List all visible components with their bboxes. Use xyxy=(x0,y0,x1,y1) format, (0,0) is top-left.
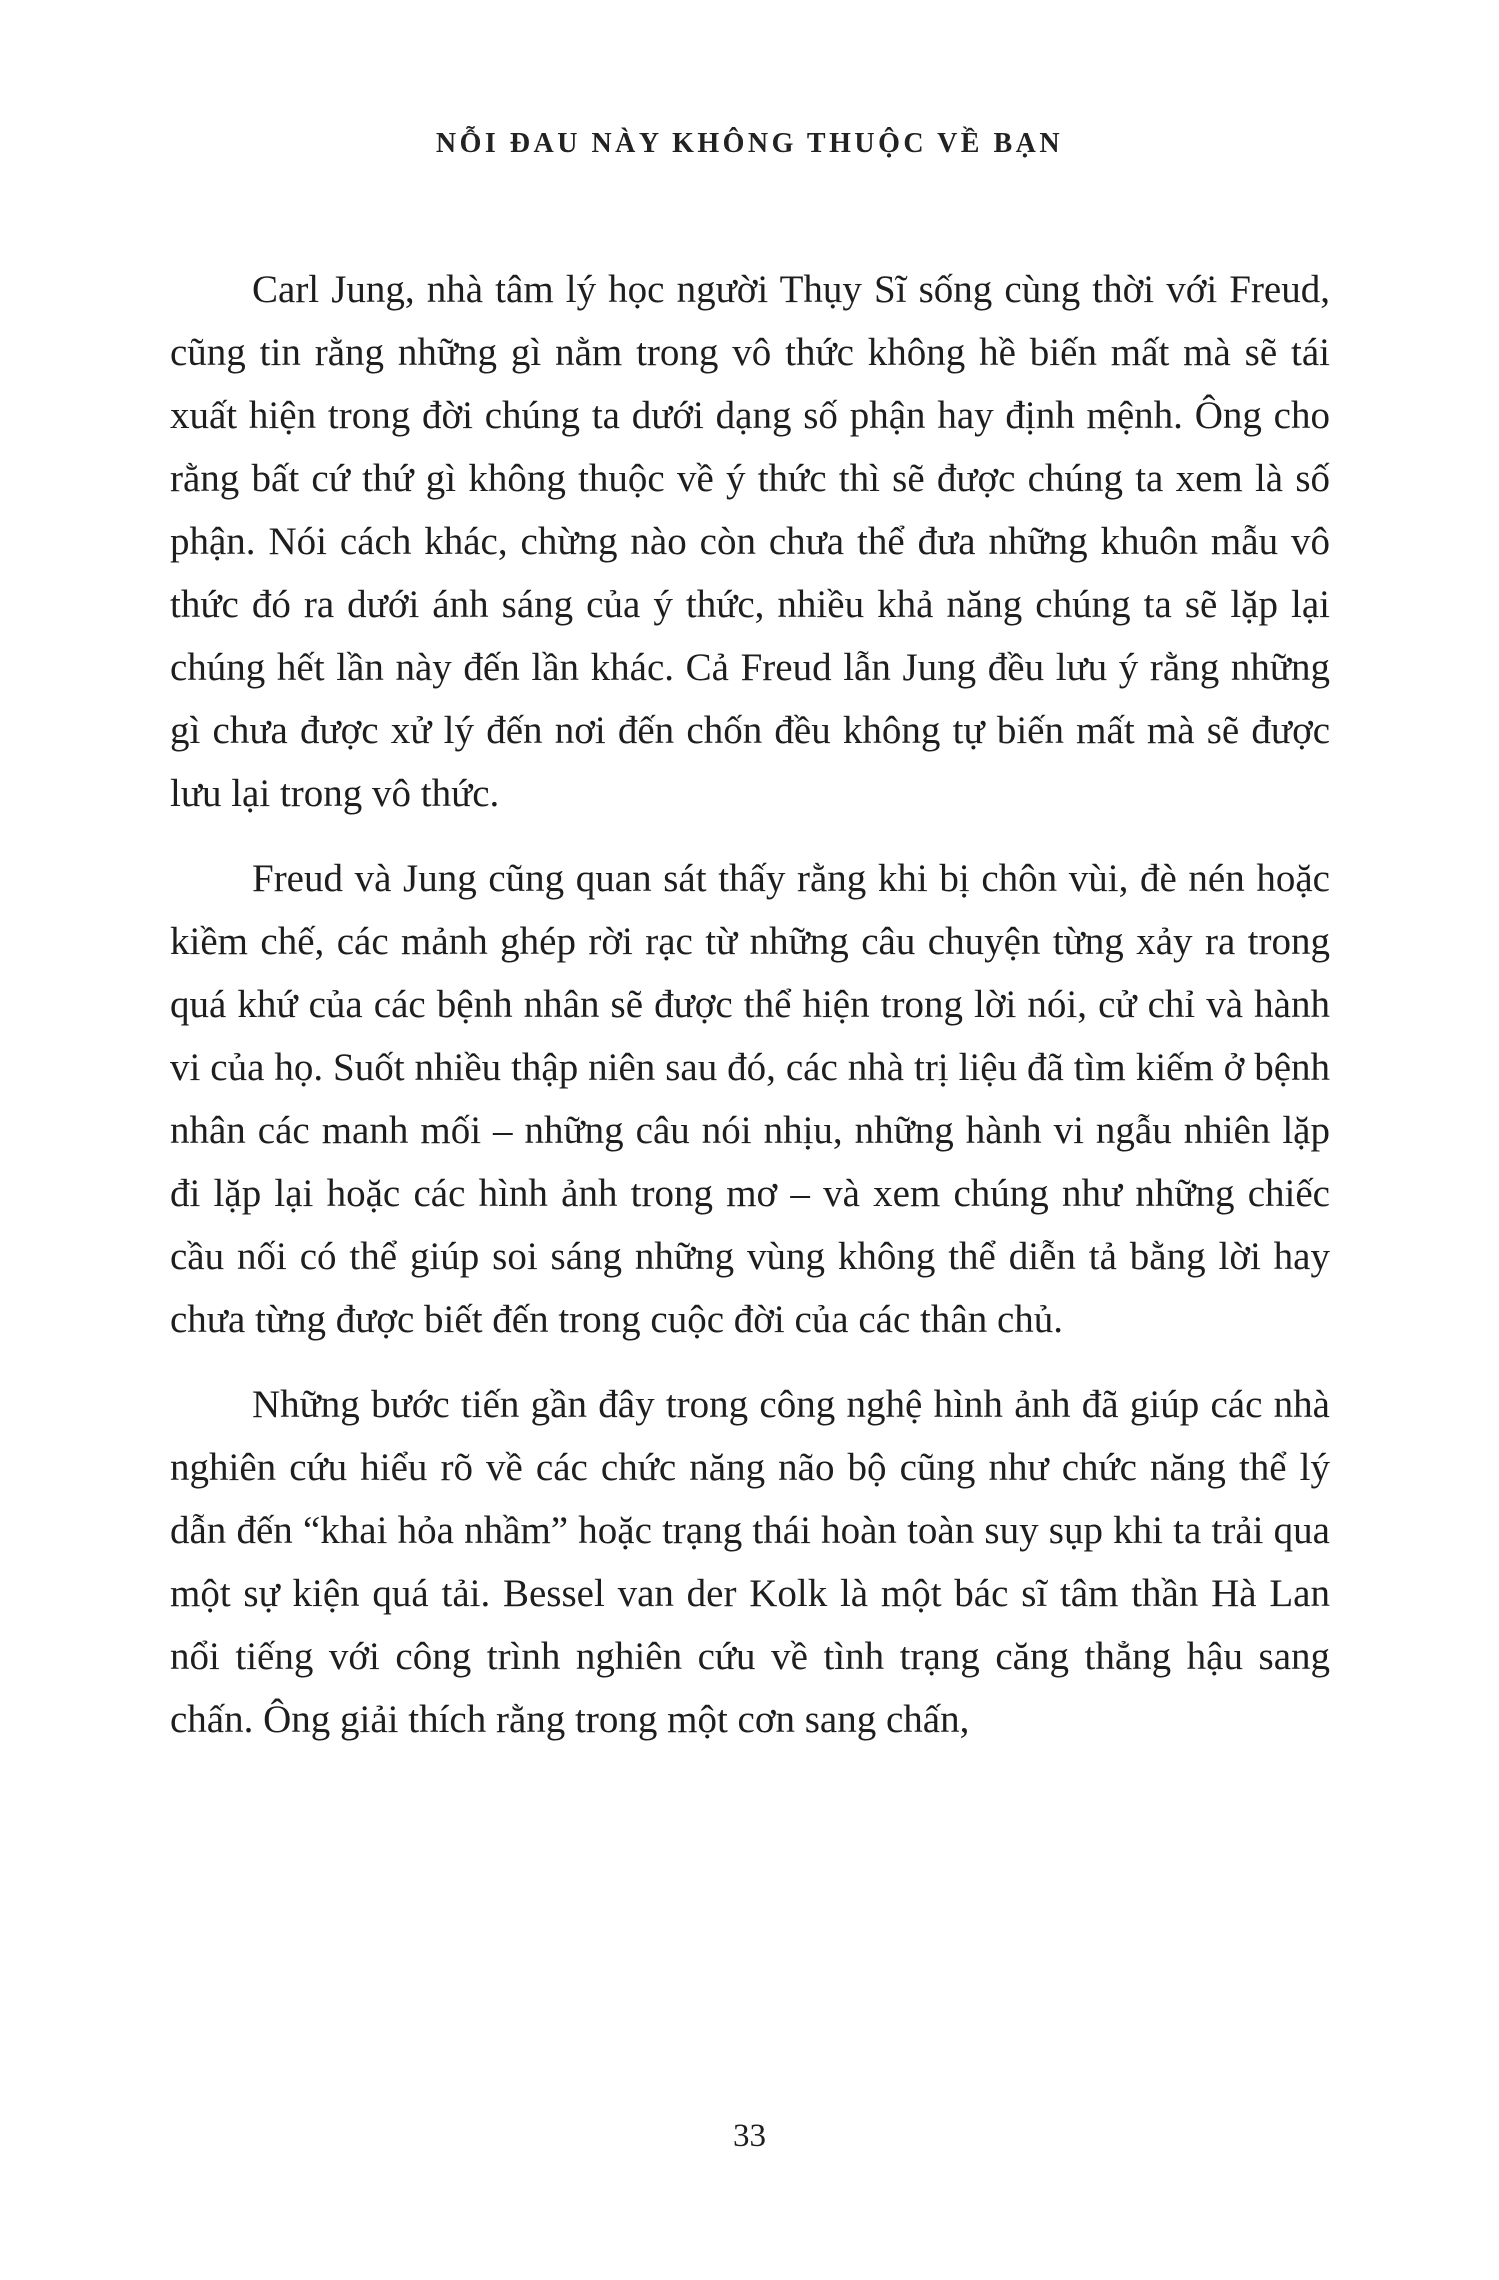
paragraph-2: Freud và Jung cũng quan sát thấy rằng khi bị chôn vùi, đè nén hoặc kiềm chế, các mảnh ghép rời rạc từ những câu chuyện từng xảy ra trong quá khứ của các bệnh nhân sẽ được thể hiện trong lời nói, cử chỉ và hành vi của họ. Suốt nhiều thập niên sau đó, các nhà trị liệu đã tìm kiếm ở bệnh nhân các manh mối – những câu nói nhịu, những hành vi ngẫu nhiên lặp đi lặp lại hoặc các hình ảnh trong mơ – và xem chúng như những chiếc cầu nối có thể giúp soi sáng những vùng không thể diễn tả bằng lời hay chưa từng được biết đến trong cuộc đời của các thân chủ. xyxy=(170,857,1330,1341)
paragraph-1: Carl Jung, nhà tâm lý học người Thụy Sĩ sống cùng thời với Freud, cũng tin rằng những gì nằm trong vô thức không hề biến mất mà sẽ tái xuất hiện trong đời chúng ta dưới dạng số phận hay định mệnh. Ông cho rằng bất cứ thứ gì không thuộc về ý thức thì sẽ được chúng ta xem là số phận. Nói cách khác, chừng nào còn chưa thể đưa những khuôn mẫu vô thức đó ra dưới ánh sáng của ý thức, nhiều khả năng chúng ta sẽ lặp lại chúng hết lần này đến lần khác. Cả Freud lẫn Jung đều lưu ý rằng những gì chưa được xử lý đến nơi đến chốn đều không tự biến mất mà sẽ được lưu lại trong vô thức. xyxy=(170,268,1330,815)
running-header: NỖI ĐAU NÀY KHÔNG THUỘC VỀ BẠN xyxy=(435,128,1064,159)
body-text xyxy=(170,258,1330,1773)
paragraph-3: Những bước tiến gần đây trong công nghệ hình ảnh đã giúp các nhà nghiên cứu hiểu rõ về các chức năng não bộ cũng như chức năng thể lý dẫn đến “khai hỏa nhầm” hoặc trạng thái hoàn toàn suy sụp khi ta trải qua một sự kiện quá tải. Bessel van der Kolk là một bác sĩ tâm thần Hà Lan nổi tiếng với công trình nghiên cứu về tình trạng căng thẳng hậu sang chấn. Ông giải thích rằng trong một cơn sang chấn, xyxy=(170,1383,1330,1741)
page-number: 33 xyxy=(733,2118,766,2154)
